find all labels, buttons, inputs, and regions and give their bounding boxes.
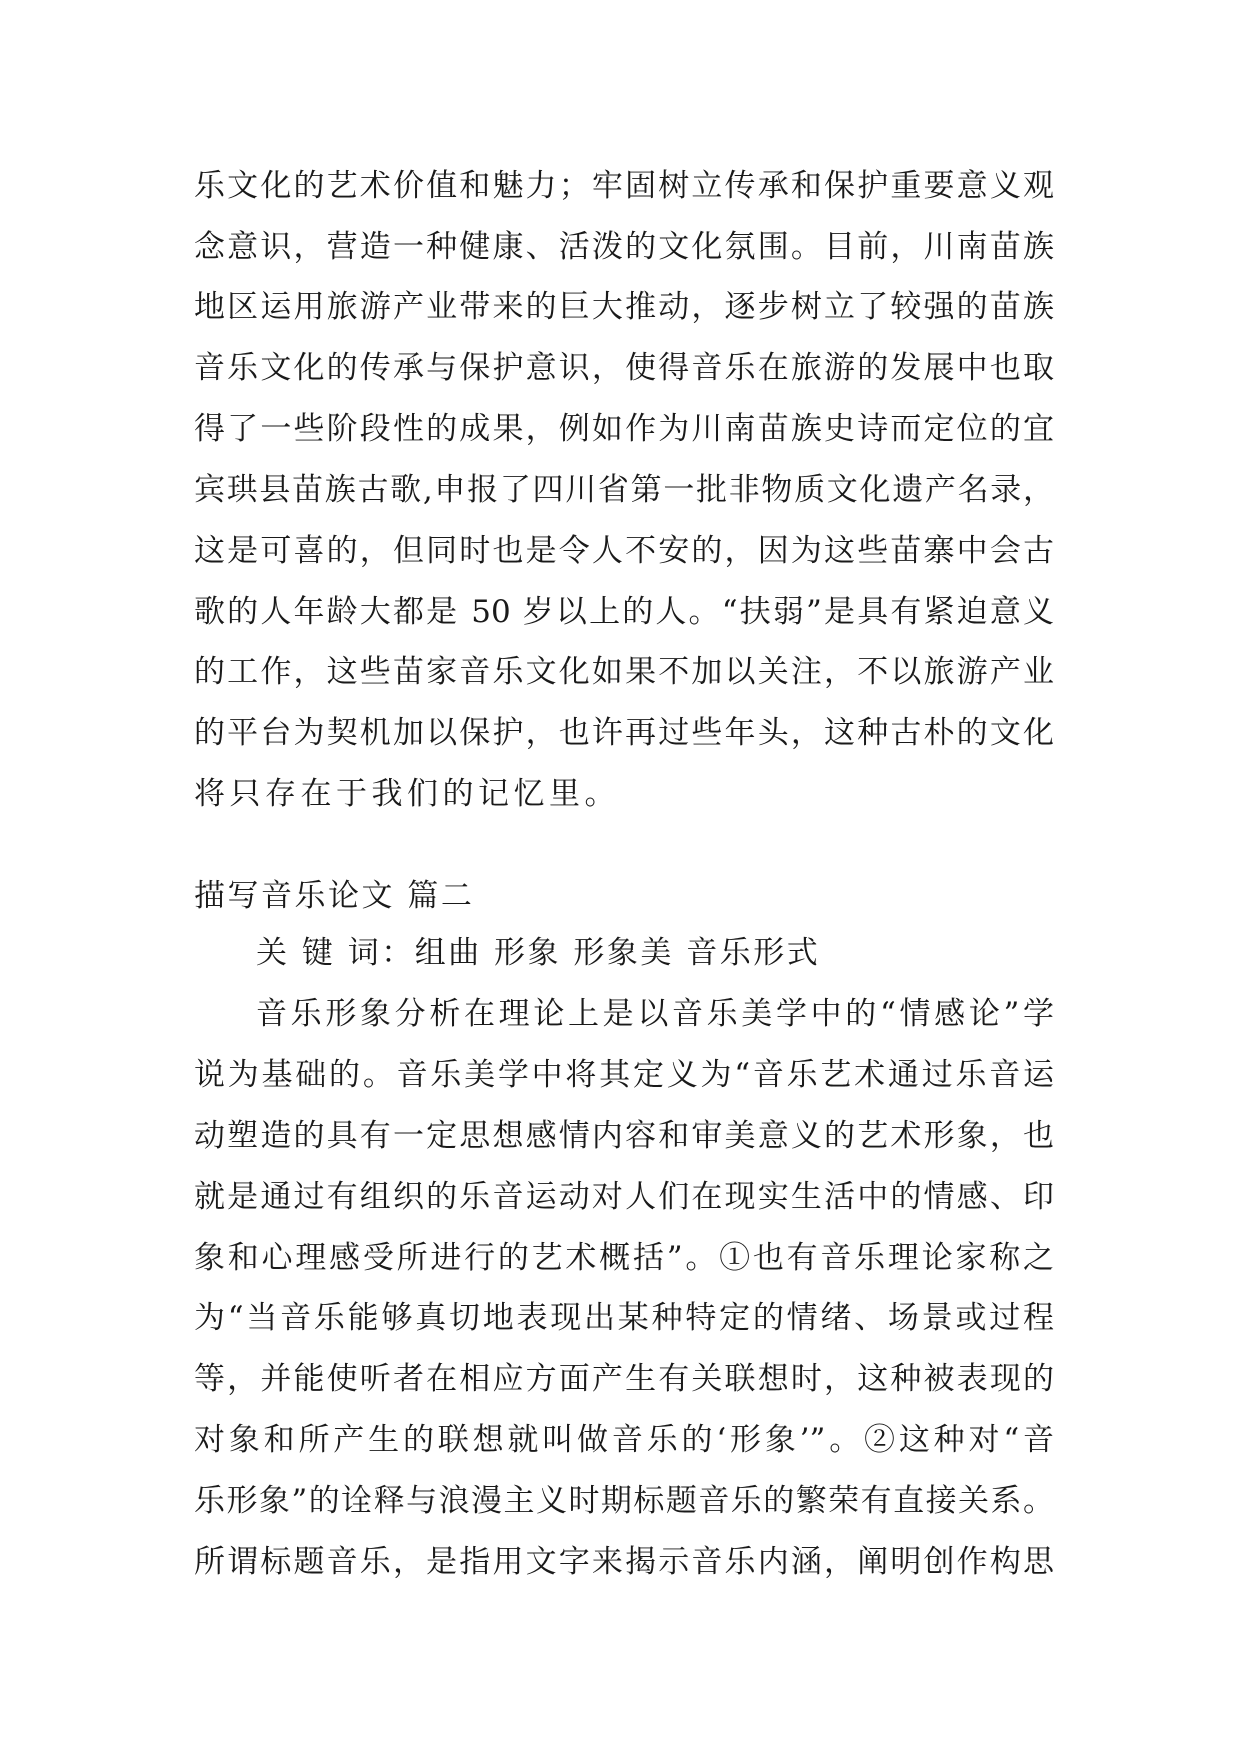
keywords-line: 关 键 词：组曲 形象 形象美 音乐形式 [256,935,821,971]
paragraph-line: 所谓标题音乐，是指用文字来揭示音乐内涵，阐明创作构思 [194,1544,1054,1580]
paragraph-line: 歌的人年龄大都是 50 岁以上的人。“扶弱”是具有紧迫意义 [194,594,1054,630]
paragraph-line: 乐形象”的诠释与浪漫主义时期标题音乐的繁荣有直接关系。 [194,1483,1054,1519]
paragraph-line: 念意识，营造一种健康、活泼的文化氛围。目前，川南苗族 [194,229,1054,265]
paragraph-line: 为“当音乐能够真切地表现出某种特定的情绪、场景或过程 [194,1300,1054,1336]
paragraph-line: 将只存在于我们的记忆里。 [194,776,620,812]
paragraph-line: 等，并能使听者在相应方面产生有关联想时，这种被表现的 [194,1361,1054,1397]
paragraph-line: 的平台为契机加以保护，也许再过些年头，这种古朴的文化 [194,715,1054,751]
paragraph-line: 说为基础的。音乐美学中将其定义为“音乐艺术通过乐音运 [194,1057,1054,1093]
paragraph-line: 宾珙县苗族古歌,申报了四川省第一批非物质文化遗产名录， [194,472,1054,508]
paragraph-line: 得了一些阶段性的成果，例如作为川南苗族史诗而定位的宜 [194,411,1054,447]
paragraph-line: 音乐文化的传承与保护意识，使得音乐在旅游的发展中也取 [194,350,1054,386]
paragraph-line: 象和心理感受所进行的艺术概括”。①也有音乐理论家称之 [194,1240,1054,1276]
paragraph-line: 对象和所产生的联想就叫做音乐的‘形象’”。②这种对“音 [194,1422,1054,1458]
section-heading: 描写音乐论文 篇二 [194,878,475,914]
paragraph-line: 地区运用旅游产业带来的巨大推动，逐步树立了较强的苗族 [194,289,1054,325]
paragraph-line: 的工作，这些苗家音乐文化如果不加以关注，不以旅游产业 [194,654,1054,690]
paragraph-line: 这是可喜的，但同时也是令人不安的，因为这些苗寨中会古 [194,533,1054,569]
paragraph-line: 音乐形象分析在理论上是以音乐美学中的“情感论”学 [256,996,1054,1032]
paragraph-line: 就是通过有组织的乐音运动对人们在现实生活中的情感、印 [194,1179,1054,1215]
paragraph-line: 动塑造的具有一定思想感情内容和审美意义的艺术形象，也 [194,1118,1054,1154]
paragraph-line: 乐文化的艺术价值和魅力；牢固树立传承和保护重要意义观 [194,168,1054,204]
